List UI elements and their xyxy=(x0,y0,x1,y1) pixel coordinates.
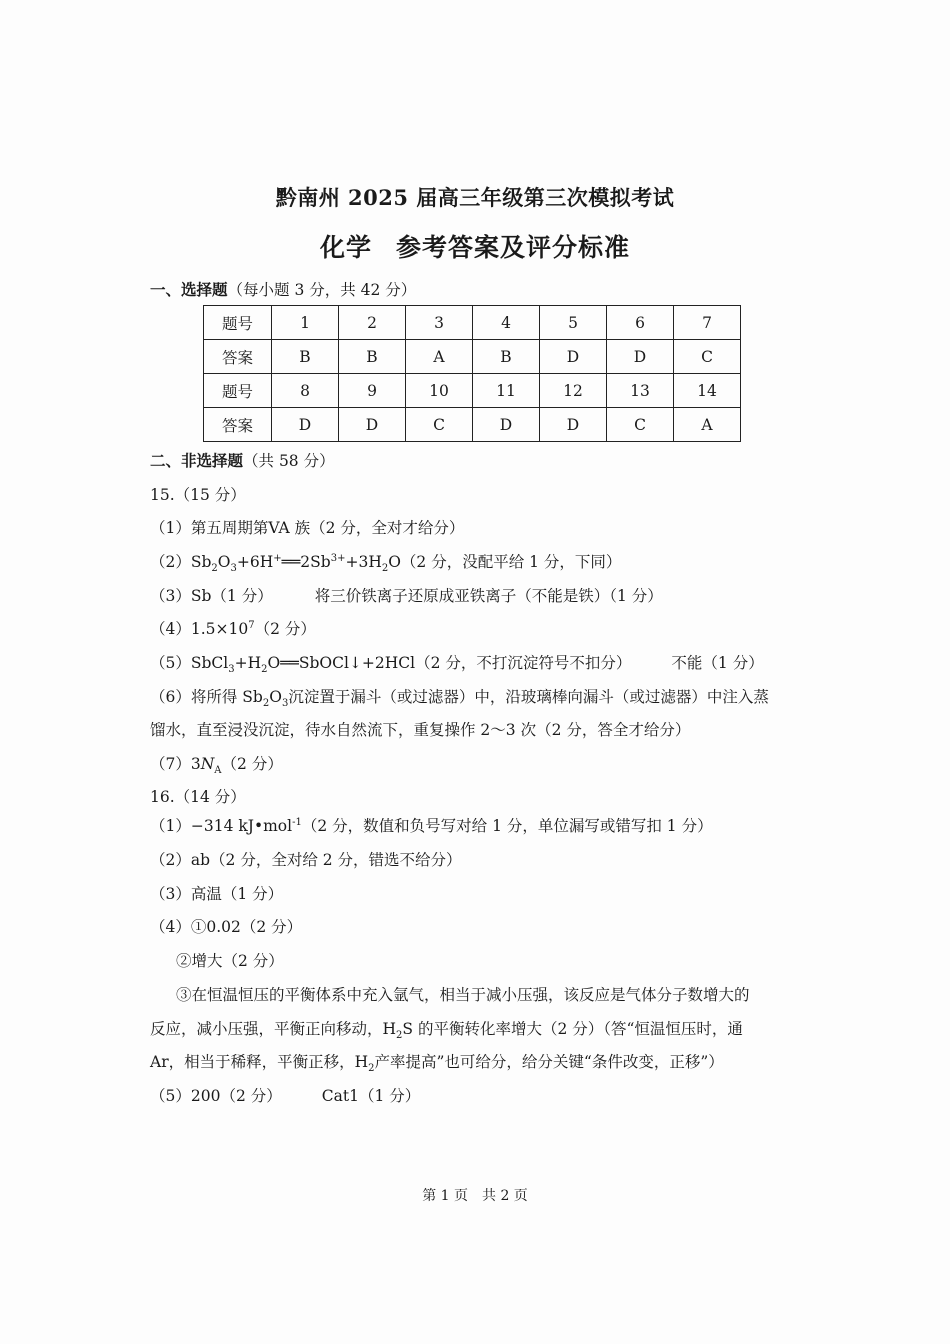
table-cell: 11 xyxy=(473,374,540,408)
table-cell: D xyxy=(540,408,607,442)
subject-name: 化学 xyxy=(319,233,372,262)
q16-part4-3-line2: 反应，减小压强，平衡正向移动，$H_2S$ 的平衡转化率增大（2 分）（答“恒温恒压时，通 xyxy=(150,1020,743,1042)
subscript: A xyxy=(214,765,222,777)
text-run: （1）−314 kJ•mol xyxy=(150,817,293,835)
section2-note: （共 58 分） xyxy=(243,452,335,470)
q16-part1 xyxy=(150,816,713,836)
q16-header: 16.（14 分） xyxy=(150,788,246,806)
text-run: （3）Sb（1 分） xyxy=(150,587,273,605)
table-cell: C xyxy=(674,340,741,374)
table-cell: 5 xyxy=(540,306,607,340)
q15-part3 xyxy=(150,586,663,606)
section2-heading-line xyxy=(150,451,335,471)
text-run: O xyxy=(217,553,231,571)
text-run: （2 分） xyxy=(221,755,283,773)
superscript: -1 xyxy=(292,816,302,828)
q16-part4-2: ②增大（2 分） xyxy=(176,952,284,970)
table-cell: 答案 xyxy=(204,408,272,442)
q15-header: 15.（15 分） xyxy=(150,486,246,504)
table-cell: 6 xyxy=(607,306,674,340)
table-cell: 3 xyxy=(406,306,473,340)
table-cell: 12 xyxy=(540,374,607,408)
exam-title: 黔南州 2025 届高三年级第三次模拟考试 xyxy=(275,185,675,210)
table-cell: D xyxy=(272,408,339,442)
table-row xyxy=(204,374,741,408)
q15-part5: $(5)SbCl_3+H_2O══SbOCl↓+2HCl(2$ 分，不打沉淀符号不扣分） 不能（1 分） xyxy=(150,654,764,676)
text-run: +H xyxy=(234,654,262,672)
text-run: （6）将所得 Sb xyxy=(150,688,263,706)
section1-note: （每小题 3 分，共 42 分） xyxy=(227,281,417,299)
table-cell: 13 xyxy=(607,374,674,408)
page-footer: 第 1 页 共 2 页 xyxy=(422,1188,528,1204)
text-run: O（2 分，没配平给 1 分，下同） xyxy=(388,553,622,571)
table-cell: D xyxy=(339,408,406,442)
table-cell: C xyxy=(607,408,674,442)
text-run: S 的平衡转化率增大（2 分）（答“恒温恒压时，通 xyxy=(402,1020,743,1038)
table-row xyxy=(204,408,741,442)
text-run: （5）200（2 分） xyxy=(150,1087,282,1105)
table-cell: B xyxy=(473,340,540,374)
text-run: （7）3 xyxy=(150,755,201,773)
table-cell: A xyxy=(674,408,741,442)
table-cell: 题号 xyxy=(204,374,272,408)
table-cell: 14 xyxy=(674,374,741,408)
q16-part4-3-line3: Ar，相当于稀释，平衡正移，$H_2$产率提高”也可给分，给分关键“条件改变，正移”） xyxy=(150,1053,724,1075)
text-run: ══2Sb xyxy=(281,553,331,571)
q15-part2: $(2)Sb_2O_3+6H^+══2Sb^{3+}+3H_2O(2$ 分，没配平给 1 分，下同） xyxy=(150,552,622,575)
text-run: 将三价铁离子还原成亚铁离子（不能是铁）（1 分） xyxy=(314,587,663,605)
text-run: 反应，减小压强，平衡正向移动，H xyxy=(150,1020,397,1038)
text-run: （2）Sb xyxy=(150,553,212,571)
text-run: +6H xyxy=(236,553,274,571)
table-cell: B xyxy=(339,340,406,374)
table-cell: D xyxy=(473,408,540,442)
q15-part6-line2: 馏水，直至浸没沉淀，待水自然流下，重复操作 2～3 次（2 分，答全才给分） xyxy=(150,721,691,739)
q16-part4-3-line1: ③在恒温恒压的平衡体系中充入氩气，相当于减小压强，该反应是气体分子数增大的 xyxy=(176,986,750,1004)
table-row xyxy=(204,340,741,374)
section1-heading-line xyxy=(150,280,416,300)
table-row xyxy=(204,306,741,340)
table-cell: 2 xyxy=(339,306,406,340)
text-run: Cat1（1 分） xyxy=(321,1087,421,1105)
q15-part1: （1）第五周期第VA 族（2 分，全对才给分） xyxy=(150,519,465,537)
table-cell: 7 xyxy=(674,306,741,340)
q15-part4 xyxy=(150,619,316,639)
q15-part6-line1: （6）将所得 $Sb_2O_3$沉淀置于漏斗（或过滤器）中，沿玻璃棒向漏斗（或过滤器）中注入蒸 xyxy=(150,688,769,710)
answer-table xyxy=(203,305,741,442)
q16-part3: （3）高温（1 分） xyxy=(150,885,284,903)
table-cell: C xyxy=(406,408,473,442)
table-cell: 8 xyxy=(272,374,339,408)
text-run: （4）1.5×10 xyxy=(150,620,249,638)
text-run: （2 分） xyxy=(254,620,316,638)
table-cell: D xyxy=(607,340,674,374)
table-cell: B xyxy=(272,340,339,374)
table-cell: 1 xyxy=(272,306,339,340)
table-cell: 9 xyxy=(339,374,406,408)
q16-part4: （4）①0.02（2 分） xyxy=(150,918,303,936)
text-run: （2 分，数值和负号写对给 1 分，单位漏写或错写扣 1 分） xyxy=(301,817,713,835)
text-run: Ar，相当于稀释，平衡正移，H xyxy=(150,1053,369,1071)
section2-heading: 二、非选择题 xyxy=(150,451,244,470)
answer-key-subtitle: 参考答案及评分标准 xyxy=(396,233,631,262)
answer-key-title xyxy=(0,228,950,264)
section1-heading: 一、选择题 xyxy=(150,280,228,299)
text-run: +3H xyxy=(345,553,382,571)
text-run: 不能（1 分） xyxy=(671,654,764,672)
table-cell: A xyxy=(406,340,473,374)
superscript: 7 xyxy=(248,619,255,631)
table-cell: 10 xyxy=(406,374,473,408)
table-cell: 答案 xyxy=(204,340,272,374)
table-cell: D xyxy=(540,340,607,374)
text-run: O xyxy=(269,688,282,706)
text-run: O══SbOCl↓+2HCl（2 分，不打沉淀符号不扣分） xyxy=(267,654,632,672)
table-cell: 题号 xyxy=(204,306,272,340)
q16-part2: （2）ab（2 分，全对给 2 分，错选不给分） xyxy=(150,851,462,869)
q16-part5 xyxy=(150,1086,420,1106)
q15-part7 xyxy=(150,754,283,777)
text-run: （5）SbCl xyxy=(150,654,229,672)
text-run: N xyxy=(200,755,215,773)
text-run: 沉淀置于漏斗（或过滤器）中，沿玻璃棒向漏斗（或过滤器）中注入蒸 xyxy=(288,688,769,706)
text-run: 产率提高”也可给分，给分关键“条件改变，正移”） xyxy=(374,1053,724,1071)
table-cell: 4 xyxy=(473,306,540,340)
